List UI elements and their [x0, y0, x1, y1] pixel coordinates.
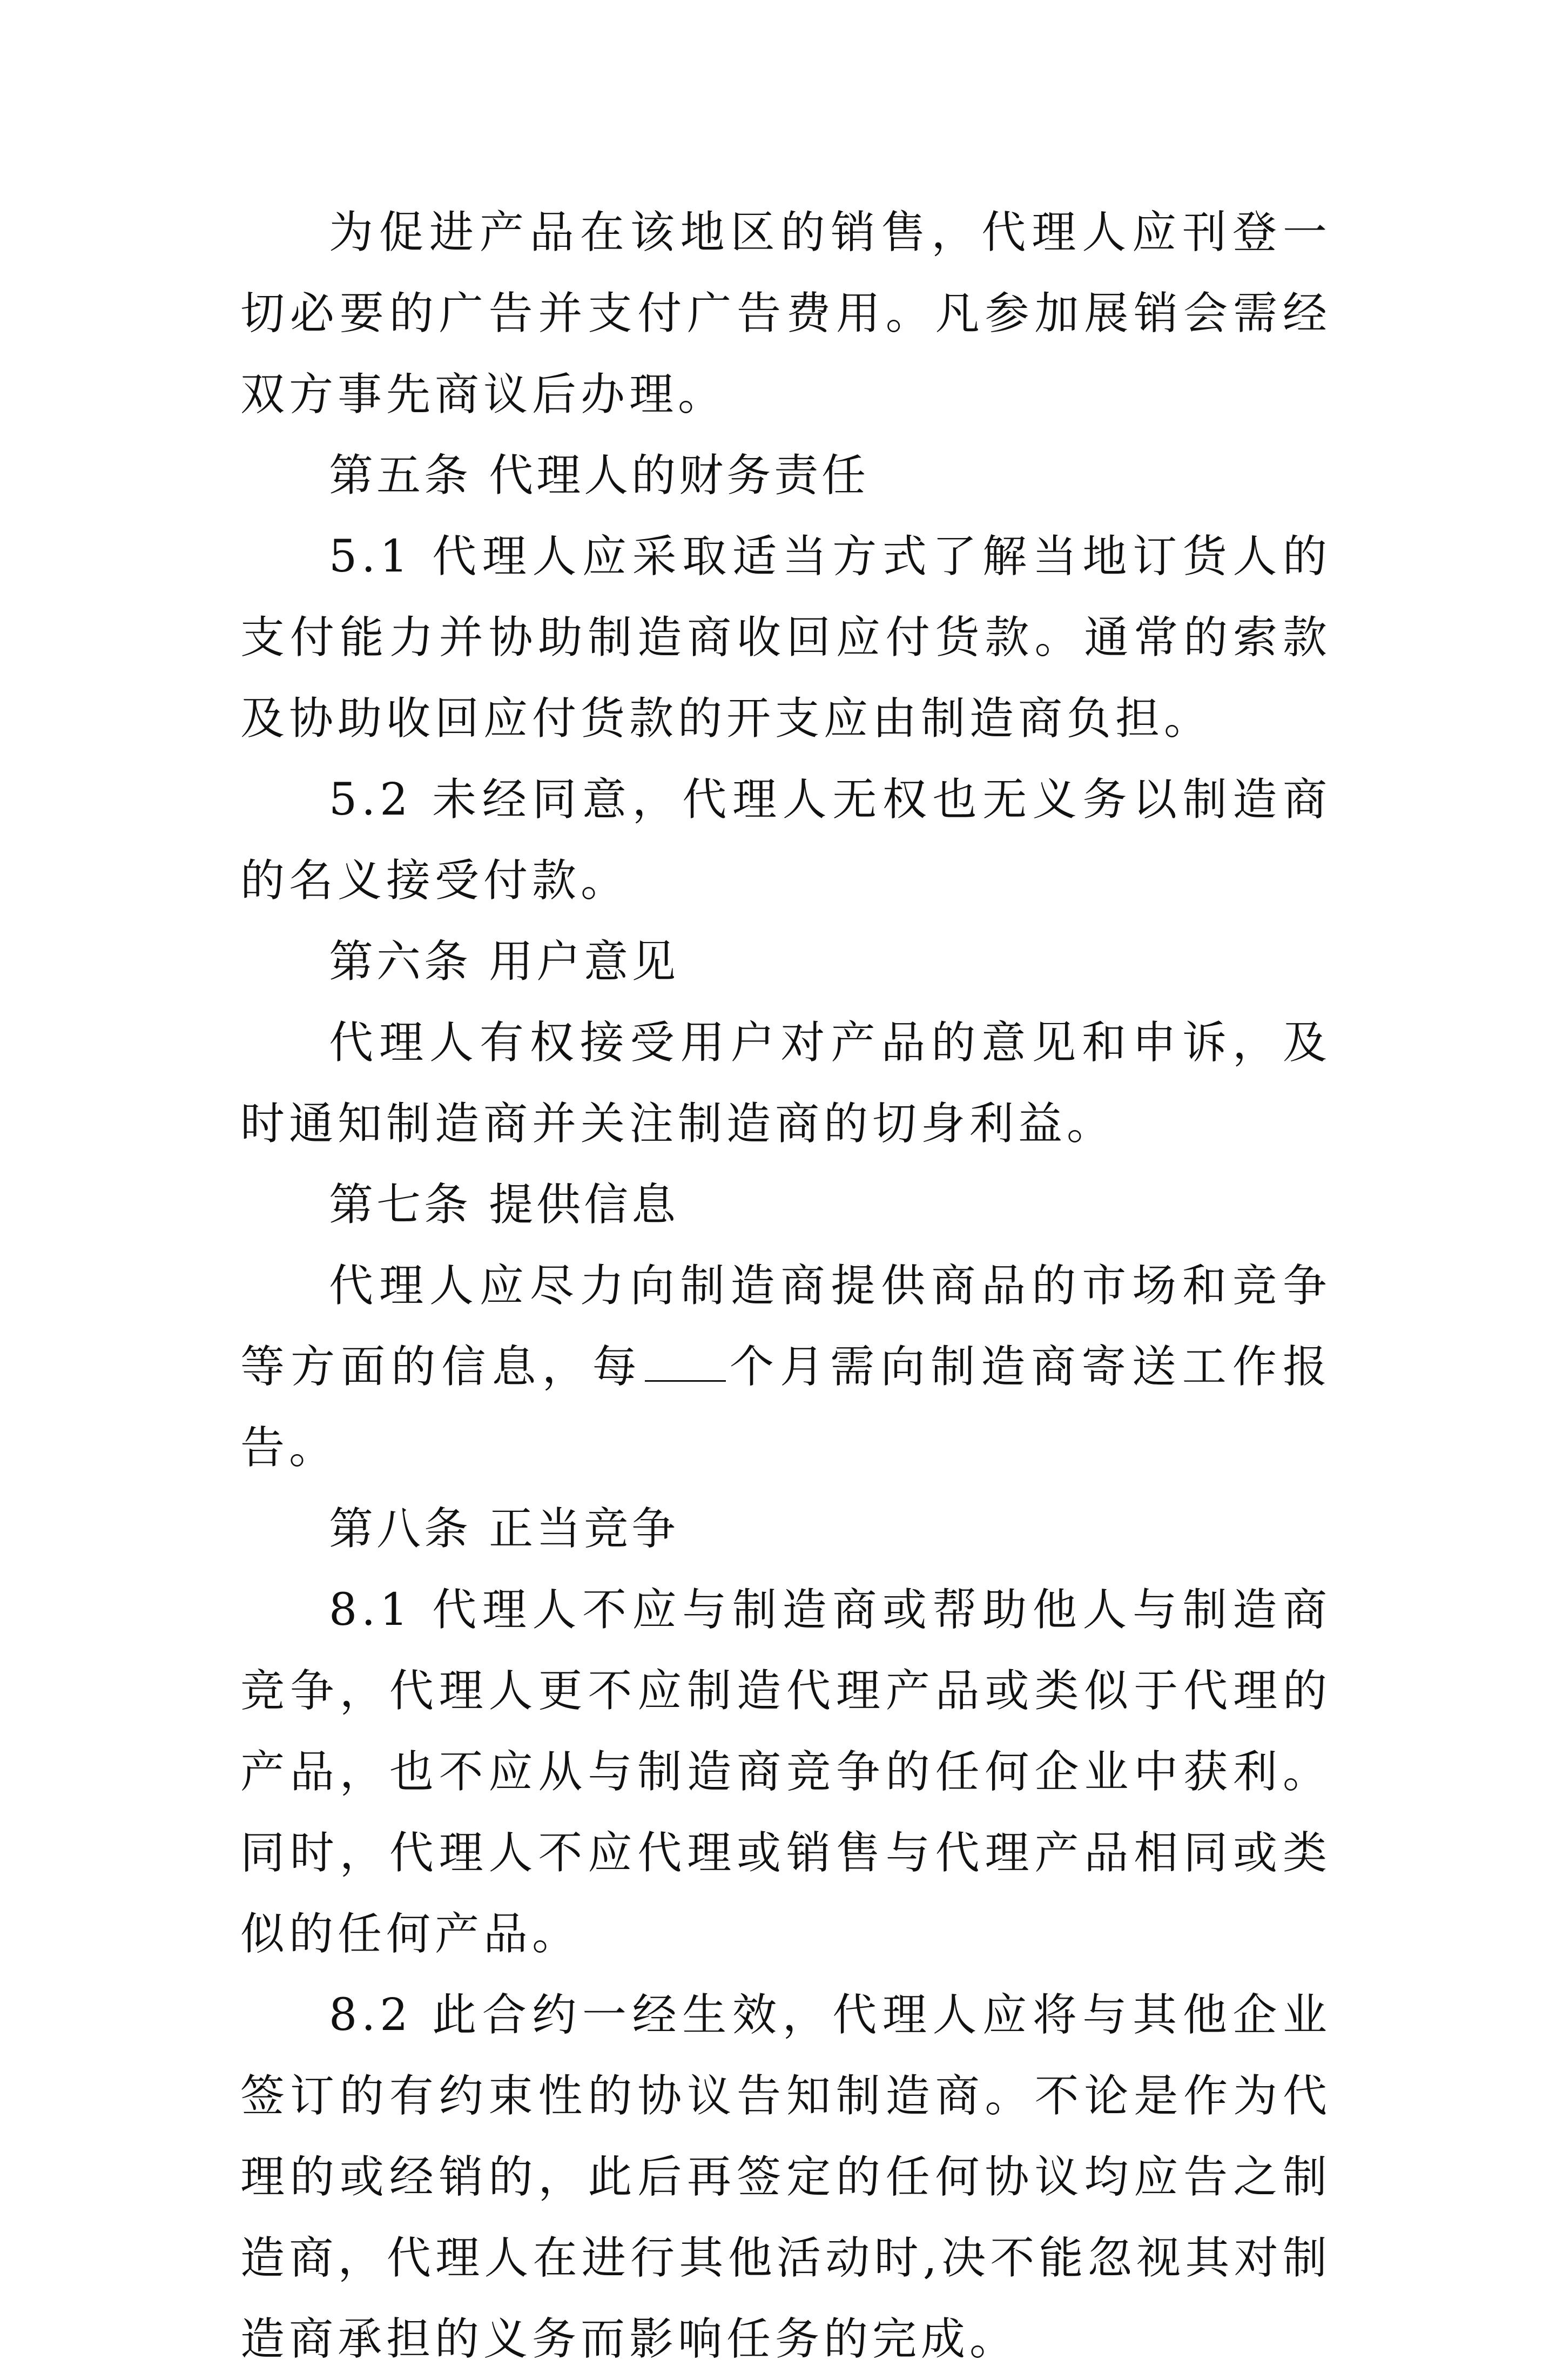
paragraph-information: [240, 1246, 1331, 1489]
article-7-heading: 第七条 提供信息: [329, 1179, 679, 1231]
clause-5-2: 5.2 未经同意，代理人无权也无义务以制造商的名义接受付款。: [240, 774, 1331, 906]
clause-8-1: 8.1 代理人不应与制造商或帮助他人与制造商竞争，代理人更不应制造代理产品或类似于代理的产品，也不应从与制造商竞争的任何企业中获利。同时，代理人不应代理或销售与代理产品相同或类似的任何产品。: [240, 1584, 1331, 1960]
information-text-after-blank: 个月需向制造商寄送工作报告。: [240, 1341, 1331, 1474]
paragraph-user-feedback: 代理人有权接受用户对产品的意见和申诉，及时通知制造商并关注制造商的切身利益。: [240, 1017, 1331, 1149]
clause-8-2: 8.2 此合约一经生效，代理人应将与其他企业签订的有约束性的协议告知制造商。不论是作为代理的或经销的，此后再签定的任何协议均应告之制造商，代理人在进行其他活动时,决不能忽视其对制造商承担的义务而影响任务的完成。: [240, 1989, 1331, 2365]
paragraph-advertising: 为促进产品在该地区的销售，代理人应刊登一切必要的广告并支付广告费用。凡参加展销会需经双方事先商议后办理。: [240, 207, 1331, 420]
article-5-heading: 第五条 代理人的财务责任: [329, 450, 870, 501]
article-6-heading: 第六条 用户意见: [329, 936, 679, 987]
clause-5-1: 5.1 代理人应采取适当方式了解当地订货人的支付能力并协助制造商收回应付货款。通常的索款及协助收回应付货款的开支应由制造商负担。: [240, 531, 1331, 744]
months-blank-line: [645, 1342, 726, 1382]
document-body: [240, 192, 1331, 2380]
information-text-before-blank: 代理人应尽力向制造商提供商品的市场和竞争等方面的信息，每: [240, 1260, 1331, 1393]
article-8-heading: 第八条 正当竞争: [329, 1503, 679, 1555]
